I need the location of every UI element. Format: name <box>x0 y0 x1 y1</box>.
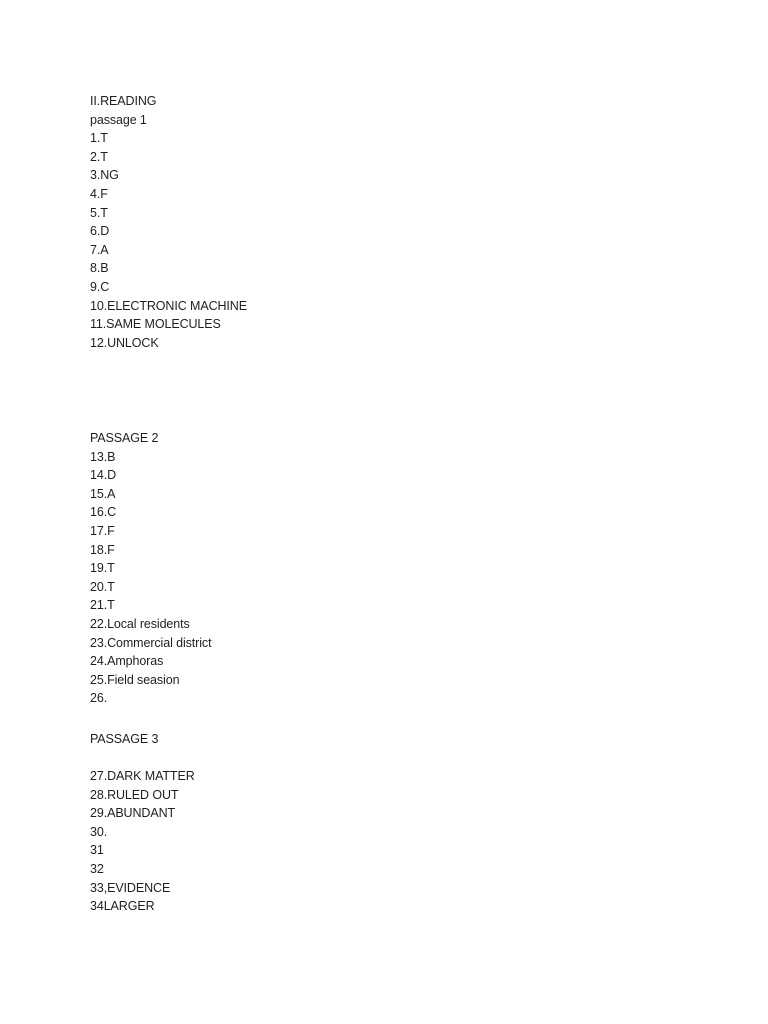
answer-line: 15.A <box>90 486 116 501</box>
section-heading: II.READING <box>90 94 157 108</box>
answer-line: 9.C <box>90 279 110 294</box>
answer-line: 8.B <box>90 261 109 276</box>
answer-line: 7.A <box>90 242 109 257</box>
answer-line: 5.T <box>90 205 108 220</box>
answer-line: 24.Amphoras <box>90 654 164 669</box>
passage-1-title: passage 1 <box>90 112 147 127</box>
answer-line: 31 <box>90 843 104 858</box>
answer-line: 29.ABUNDANT <box>90 806 176 821</box>
passage-3-title: PASSAGE 3 <box>90 732 159 746</box>
answer-line: 21.T <box>90 598 115 613</box>
answer-line: 33,EVIDENCE <box>90 880 171 895</box>
passage-2-section <box>90 429 211 708</box>
passage-3-section <box>90 767 195 916</box>
answer-line: 30. <box>90 824 108 839</box>
answer-line: 12.UNLOCK <box>90 335 159 350</box>
answer-line: 20.T <box>90 579 115 594</box>
answer-line: 6.D <box>90 224 110 239</box>
answer-line: 10.ELECTRONIC MACHINE <box>90 298 247 313</box>
answer-line: 23.Commercial district <box>90 635 212 650</box>
answer-line: 22.Local residents <box>90 616 190 631</box>
answer-line: 28.RULED OUT <box>90 787 179 802</box>
answer-line: 2.T <box>90 149 108 164</box>
answer-line: 25.Field seasion <box>90 672 180 687</box>
answer-line: 3.NG <box>90 168 119 183</box>
answer-line: 34LARGER <box>90 899 155 914</box>
answer-line: 14.D <box>90 468 117 483</box>
answer-line: 18.F <box>90 542 115 557</box>
answer-line: 11.SAME MOLECULES <box>90 317 221 332</box>
answer-line: 32 <box>90 861 104 876</box>
answer-line: 13.B <box>90 449 116 464</box>
answer-line: 27.DARK MATTER <box>90 769 195 783</box>
answer-line: 26. <box>90 691 108 706</box>
passage-1-section <box>90 92 247 352</box>
answer-line: 1.T <box>90 131 108 146</box>
answer-line: 17.F <box>90 523 115 538</box>
passage-2-title: PASSAGE 2 <box>90 431 159 445</box>
passage-3-heading-block <box>90 730 158 749</box>
answer-line: 16.C <box>90 505 117 520</box>
answer-line: 19.T <box>90 561 115 576</box>
answer-line: 4.F <box>90 186 108 201</box>
